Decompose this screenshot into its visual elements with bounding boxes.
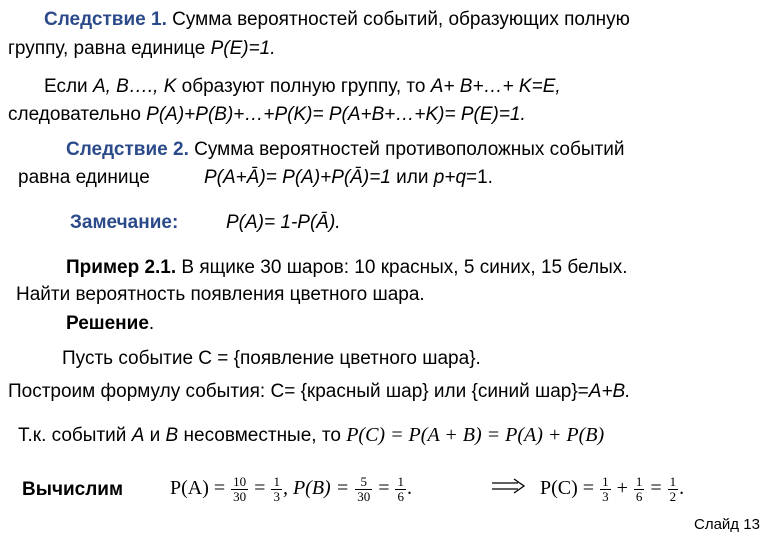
corollary2-text2: равна единице	[18, 167, 150, 188]
plus-sign: +	[616, 477, 628, 499]
fraction-10-30	[231, 475, 248, 504]
example-line1	[66, 256, 628, 280]
corollary2-label: Следствие 2.	[66, 139, 189, 160]
compute-label: Вычислим	[22, 479, 124, 500]
corollary2-formula: P(A+Ā)= P(A)+P(Ā)=1	[204, 167, 391, 188]
solution-addition-formula: P(C) = P(A + B) = P(A) + P(B)	[346, 424, 605, 446]
fraction-1-3	[271, 475, 282, 504]
frac-den: 3	[273, 488, 280, 504]
solution-line1: Пусть событие С = {появление цветного шара}.	[62, 348, 481, 369]
remark-label	[70, 211, 178, 235]
solution-incompatible-text: несовместные, то	[178, 425, 347, 446]
period: .	[406, 477, 412, 499]
frac-den: 30	[233, 488, 247, 504]
if-events: A, B…., K	[92, 76, 177, 97]
corollary1-line1	[44, 8, 630, 32]
corollary1-label: Следствие 1.	[44, 9, 167, 30]
solution-event-formula: A+B.	[588, 381, 631, 402]
fraction-1-6	[395, 475, 406, 504]
if-line2	[8, 103, 526, 127]
frac-num: 10	[233, 473, 247, 489]
frac-num: 1	[602, 473, 609, 489]
corollary2-text: Сумма вероятностей противоположных событий	[194, 139, 625, 160]
compute-pa-pb	[170, 470, 412, 506]
solution-label-dot: .	[148, 313, 155, 334]
slide-number: Слайд 13	[694, 516, 760, 533]
equals-sign: =	[254, 477, 266, 499]
fraction-1-6b	[634, 475, 645, 504]
compute-pc	[540, 470, 684, 506]
compute-pa-label: P(A) =	[170, 477, 226, 499]
if-line1	[44, 75, 561, 99]
frac-den: 3	[602, 488, 609, 504]
example-text: В ящике 30 шаров: 10 красных, 5 синих, 15 белых.	[181, 257, 628, 278]
remark-label-text: Замечание:	[70, 212, 179, 233]
frac-den: 6	[397, 488, 404, 504]
frac-num: 1	[669, 473, 677, 489]
corollary1-text: Сумма вероятностей событий, образующих полную	[172, 9, 630, 30]
corollary2-or: или	[390, 167, 434, 188]
solution-event-text: Построим формулу события: С= {красный шар} или {синий шар}=	[8, 381, 589, 402]
if-prob-formula: P(A)+P(B)+…+P(K)= P(A+B+…+K)= P(E)=1.	[146, 104, 526, 125]
corollary2-pq: p+q	[433, 167, 467, 188]
corollary1-line2	[8, 37, 276, 61]
example-label: Пример 2.1.	[66, 257, 177, 278]
frac-num: 1	[635, 473, 643, 489]
remark-formula: P(A)= 1-P(Ā).	[226, 212, 341, 233]
if-sum-formula: A+ B+…+ K=E,	[430, 76, 561, 97]
frac-den: 6	[635, 488, 643, 504]
corollary2-eq1: =1.	[466, 167, 493, 188]
corollary1-formula: P(E)=1.	[210, 38, 276, 59]
compute-pc-label: P(C) =	[540, 477, 595, 499]
solution-event-a: A	[131, 425, 145, 446]
corollary2-formula-line	[204, 166, 493, 190]
compute-pb-label: , P(B) =	[282, 477, 350, 499]
fraction-1-2	[668, 475, 679, 504]
solution-line2	[8, 380, 631, 404]
if-text-a: Если	[44, 76, 93, 97]
solution-and: и	[144, 425, 166, 446]
frac-den: 30	[357, 488, 371, 504]
solution-label-text: Решение	[66, 313, 149, 334]
corollary1-text2: группу, равна единице	[8, 38, 211, 59]
solution-since-text: Т.к. событий	[18, 425, 132, 446]
frac-num: 1	[397, 473, 404, 489]
equals-sign: =	[650, 477, 662, 499]
solution-line3	[18, 423, 604, 448]
if-text-therefore: следовательно	[8, 104, 147, 125]
double-right-arrow-icon	[492, 478, 526, 494]
fraction-5-30	[355, 475, 372, 504]
fraction-1-3b	[600, 475, 611, 504]
frac-num: 1	[273, 473, 280, 489]
frac-num: 5	[355, 475, 372, 490]
period: .	[679, 477, 685, 499]
corollary2-line1	[66, 138, 624, 162]
corollary2-line2	[18, 166, 150, 190]
if-text-c: образуют полную группу, то	[176, 76, 431, 97]
solution-event-b: B	[165, 425, 179, 446]
example-line2: Найти вероятность появления цветного шара.	[16, 284, 425, 305]
equals-sign: =	[378, 477, 390, 499]
frac-den: 2	[669, 488, 677, 504]
solution-label	[66, 312, 154, 336]
